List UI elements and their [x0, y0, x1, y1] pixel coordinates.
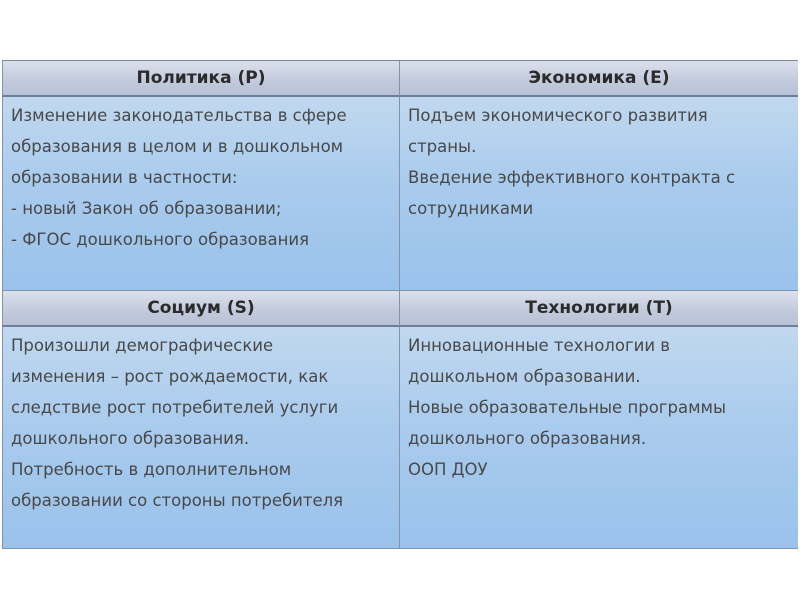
header-society-label: Социум (S): [147, 298, 255, 318]
technology-line: ООП ДОУ: [408, 460, 488, 479]
society-line: следствие рост потребителей услуги: [11, 398, 339, 417]
economy-line: Подъем экономического развития: [408, 106, 708, 125]
technology-line: дошкольном образовании.: [408, 367, 641, 386]
cell-society: [2, 327, 400, 549]
technology-line: Инновационные технологии в: [408, 336, 671, 355]
politics-line: Изменение законодательства в сфере: [11, 106, 347, 125]
header-society: [2, 291, 400, 327]
politics-line: - новый Закон об образовании;: [11, 199, 282, 218]
cell-economy: [400, 97, 798, 291]
technology-line: дошкольного образования.: [408, 429, 647, 448]
society-line: изменения – рост рождаемости, как: [11, 367, 329, 386]
header-economy-label: Экономика (Е): [528, 68, 670, 88]
technology-line: Новые образовательные программы: [408, 398, 726, 417]
header-technology-label: Технологии (Т): [525, 298, 673, 318]
politics-line: образовании в частности:: [11, 168, 238, 187]
header-politics-label: Политика (P): [136, 68, 266, 88]
society-line: дошкольного образования.: [11, 429, 250, 448]
pest-analysis-table: [2, 60, 798, 549]
header-economy: [400, 61, 798, 97]
politics-line: образования в целом и в дошкольном: [11, 137, 344, 156]
economy-line: Введение эффективного контракта с: [408, 168, 736, 187]
economy-line: страны.: [408, 137, 477, 156]
header-technology: [400, 291, 798, 327]
cell-technology: [400, 327, 798, 549]
society-line: Потребность в дополнительном: [11, 460, 292, 479]
society-line: Произошли демографические: [11, 336, 274, 355]
society-line: образовании со стороны потребителя: [11, 491, 344, 510]
cell-politics: [2, 97, 400, 291]
economy-line: сотрудниками: [408, 199, 534, 218]
politics-line: - ФГОС дошкольного образования: [11, 230, 310, 249]
header-politics: [2, 61, 400, 97]
